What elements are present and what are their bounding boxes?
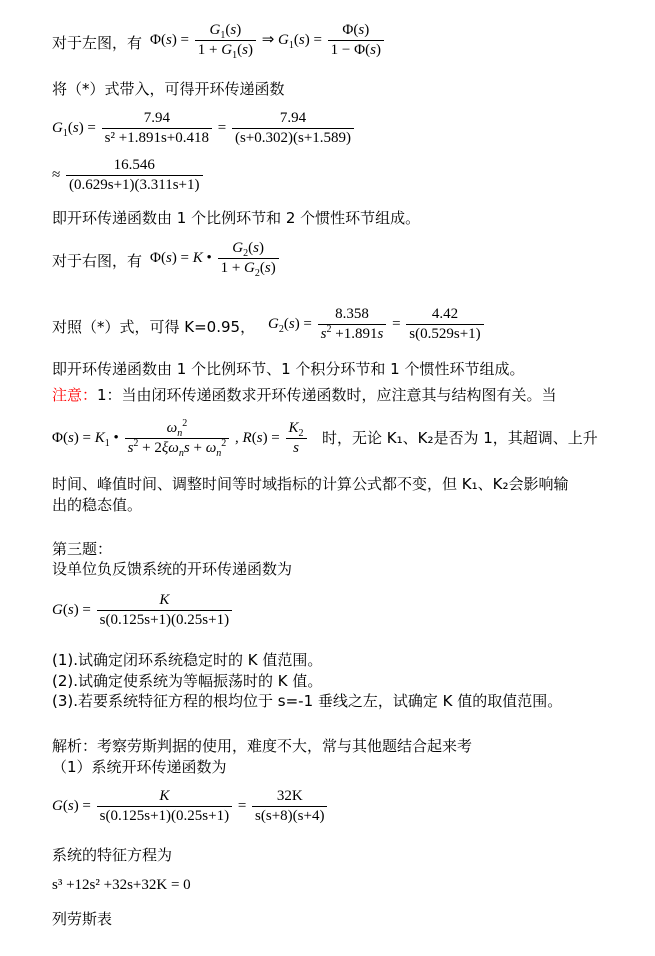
left-figure-label: 对于左图，有 bbox=[52, 34, 143, 52]
second-order-equation: $\Phi(s) = K_1$ • $\frac{\omega_n^2}{s^2 + 2\xi\omega_ns + \omega_n^2}$ , R(s) = $\frac{K_2}{s}$ bbox=[52, 420, 309, 457]
g1-den-2: (s+0.302)(s+1.589) bbox=[232, 128, 354, 147]
approx-num: 16.546 bbox=[113, 157, 155, 173]
solution-den-2: s(s+8)(s+4) bbox=[252, 806, 327, 825]
steady-state-line: 出的稳态值。 bbox=[52, 496, 143, 514]
char-eq-label: 系统的特征方程为 bbox=[52, 846, 173, 864]
r-fraction: $\frac{K_2}{s}$ bbox=[286, 420, 307, 457]
g2-num-1: 8.358 bbox=[335, 306, 369, 322]
q3-den: s(0.125s+1)(0.25s+1) bbox=[97, 610, 232, 629]
implies-symbol: ⇒ bbox=[261, 31, 275, 48]
comparison-line: 对照（*）式，可得 K=0.95， bbox=[52, 318, 256, 336]
question-3-title: 第三题： bbox=[52, 540, 113, 558]
question-3-equation: G(s) = $\frac{K}{s(0.125s+1)(0.25s+1)}$ bbox=[52, 592, 234, 629]
second-order-fraction: $\frac{\omega_n^2}{s^2 + 2\xi\omega_ns + \omega_n^2}$ bbox=[125, 420, 230, 457]
approx-fraction bbox=[66, 157, 203, 194]
phi-equation-left: Φ(s) = $\frac{G_1(s)}{1 + G_1(s)}$ ⇒ $G_1(s)$ = $\frac{\Phi(s)}{1 - \Phi(s)}$ bbox=[150, 22, 386, 59]
solution-fraction-1 bbox=[97, 788, 232, 825]
note-line bbox=[52, 386, 557, 404]
solution-num-1: K bbox=[159, 788, 170, 804]
routh-table-label: 列劳斯表 bbox=[52, 910, 113, 928]
time-indicators-line: 时间、峰值时间、调整时间等时域指标的计算公式都不变，但 K₁、K₂会影响输 bbox=[52, 475, 569, 493]
approx-den: (0.629s+1)(3.311s+1) bbox=[66, 175, 203, 194]
q3-num: K bbox=[159, 592, 170, 608]
left-conclusion: 即开环传递函数由 1 个比例环节和 2 个惯性环节组成。 bbox=[52, 209, 421, 227]
g1-fraction-2 bbox=[232, 110, 354, 147]
g2-phi-fraction: $\frac{G_2(s)}{1 + G_2(s)}$ bbox=[218, 240, 279, 277]
right-conclusion: 即开环传递函数由 1 个比例环节、1 个积分环节和 1 个惯性环节组成。 bbox=[52, 360, 525, 378]
g1-num-2: 7.94 bbox=[279, 110, 307, 126]
g2-den-2: s(0.529s+1) bbox=[406, 324, 483, 343]
question-3-intro: 设单位负反馈系统的开环传递函数为 bbox=[52, 560, 293, 578]
solution-num-2: 32K bbox=[276, 788, 303, 804]
left-figure-line bbox=[52, 34, 142, 52]
solution-step-1: （1）系统开环传递函数为 bbox=[52, 758, 227, 776]
solution-den-1: s(0.125s+1)(0.25s+1) bbox=[97, 806, 232, 825]
phi-fraction: $\frac{G_1(s)}{1 + G_1(s)}$ bbox=[195, 22, 256, 59]
g1-den-1: s² +1.891s+0.418 bbox=[102, 128, 212, 147]
solution-fraction-2 bbox=[252, 788, 327, 825]
solution-equation: G(s) = $\frac{K}{s(0.125s+1)(0.25s+1)}$ = $\frac{32K}{s(s+8)(s+4)}$ bbox=[52, 788, 329, 825]
g2-num-2: 4.42 bbox=[431, 306, 459, 322]
right-figure-label: 对于右图，有 bbox=[52, 252, 143, 270]
g1-from-phi-fraction: $\frac{\Phi(s)}{1 - \Phi(s)}$ bbox=[328, 22, 384, 59]
note-text: 1：当由闭环传递函数求开环传递函数时，应注意其与结构图有关。当 bbox=[97, 386, 557, 404]
approx-sign: ≈ bbox=[52, 166, 61, 183]
question-item-2: (2).试确定使系统为等幅振荡时的 K 值。 bbox=[52, 672, 323, 690]
g2-fraction-1: $\frac{8.358}{s^2 +1.891s}$ bbox=[318, 306, 387, 343]
g2-fraction-2 bbox=[406, 306, 483, 343]
g1-num-1: 7.94 bbox=[143, 110, 170, 126]
g1-equation: $G_1(s)$ = $\frac{7.94}{\text{s² +1.891s+0.418}}$ = $\frac{7.94}{(s+0.302)(s+1.589)}$ bbox=[52, 110, 356, 147]
char-equation: s³ +12s² +32s+32K = 0 bbox=[52, 877, 191, 893]
question-item-3: (3).若要系统特征方程的根均位于 s=-1 垂线之左，试确定 K 值的取值范围。 bbox=[52, 692, 563, 710]
g2-equation: $G_2(s)$ = $\frac{8.358}{s^2 +1.891s}$ = $\frac{4.42}{s(0.529s+1)}$ bbox=[268, 306, 486, 343]
approx-equation bbox=[52, 157, 205, 194]
question-item-1: (1).试确定闭环系统稳定时的 K 值范围。 bbox=[52, 651, 323, 669]
condition-line: 时，无论 K₁、K₂是否为 1，其超调、上升 bbox=[322, 429, 598, 447]
q3-fraction bbox=[97, 592, 232, 629]
solution-intro: 解析：考察劳斯判据的使用，难度不大，常与其他题结合起来考 bbox=[52, 737, 473, 755]
phi-equation-right: Φ(s) = K • $\frac{G_2(s)}{1 + G_2(s)}$ bbox=[150, 240, 281, 277]
note-label: 注意： bbox=[52, 386, 98, 404]
substitute-line: 将（*）式带入，可得开环传递函数 bbox=[52, 80, 285, 98]
g1-fraction-1 bbox=[102, 110, 212, 147]
